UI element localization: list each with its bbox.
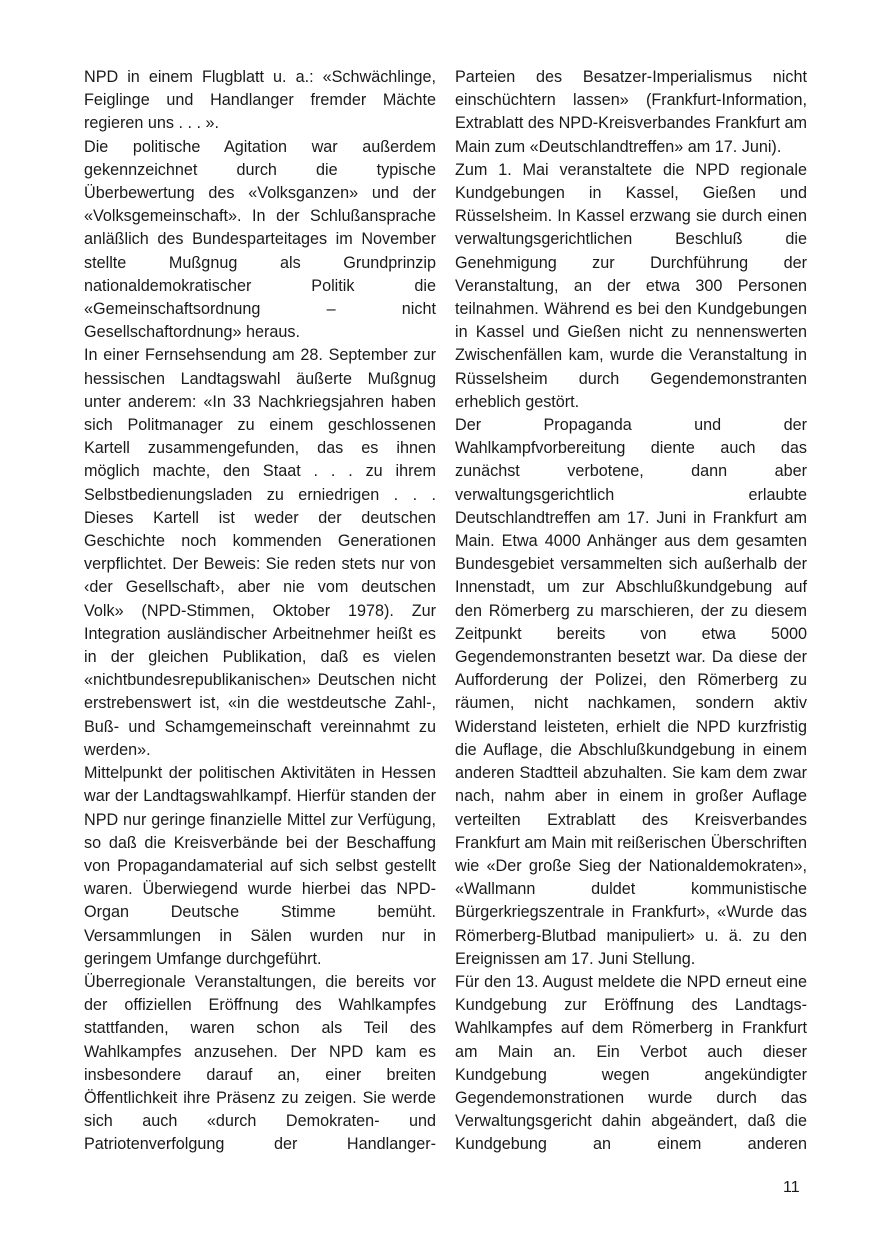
paragraph: In einer Fernsehsendung am 28. September zur hessischen Landtagswahl äußerte Mußgnug unter anderem: «In 33 Nachkriegsjahren haben sich Politmanager zu einem geschlossenen Kartell zusammengefunden, das es ihnen möglich machte, den Staat . . . zu ihrem Selbstbedienungsladen zu erniedrigen . . . Dieses Kartell ist weder der deutschen Geschichte noch kommenden Generationen verpflichtet. Der Beweis: Sie reden stets nur von ‹der Gesellschaft›, aber nie vom deutschen Volk» (NPD-Stimmen, Oktober 1978). Zur Integration ausländischer Arbeitnehmer heißt es in der gleichen Publikation, daß es vielen «nichtbundesrepublikanischen» Deutschen nicht erstrebenswert ist, «in die westdeutsche Zahl-, Buß- und Schamgemeinschaft vereinnahmt zu werden». [84,346,436,759]
paragraph: Zum 1. Mai veranstaltete die NPD regionale Kundgebungen in Kassel, Gießen und Rüsselsheim. In Kassel erzwang sie durch einen verwaltungsgerichtlichen Beschluß die Genehmigung zur Durchführung der Veranstaltung, an der etwa 300 Personen teilnahmen. Während es bei den Kundgebungen in Kassel und Gießen nicht zu nennenswerten Zwischenfällen kam, wurde die Veranstaltung in Rüsselsheim durch Gegendemonstranten erheblich gestört. [455,160,807,411]
page-number: 11 [783,1179,800,1196]
paragraph: Mittelpunkt der politischen Aktivitäten in Hessen war der Landtagswahlkampf. Hierfür standen der NPD nur geringe finanzielle Mittel zur Verfügung, so daß die Kreisverbände bei der Beschaffung von Propagandamaterial auf sich selbst gestellt waren. Überwiegend wurde hierbei das NPD-Organ Deutsche Stimme bemüht. Versammlungen in Sälen wurden nur in geringem Umfange durchgeführt. [84,764,436,968]
paragraph: Überregionale Veranstaltungen, die bereits vor der offiziellen Eröffnung des Wahlkampfes stattfanden, waren schon als Teil des Wahlkampfes anzusehen. Der NPD kam es insbesondere darauf an, einer breiten Öffentlichkeit ihre Präsenz zu zeigen. Sie werde sich auch «durch Demokraten- und Patriotenverfolgung der Handlanger- [84,972,436,1154]
paragraph: Parteien des Besatzer-Imperialismus nicht einschüchtern lassen» (Frankfurt-Information, Extrablatt des NPD-Kreisverbandes Frankfurt am Main zum «Deutschlandtreffen» am 17. Juni). [455,68,807,156]
paragraph: Für den 13. August meldete die NPD erneut eine Kundgebung zur Eröffnung des Landtags-Wahlkampfes auf dem Römerberg in Frankfurt am Main an. Ein Verbot auch dieser Kundgebung wegen angekündigter Gegendemonstrationen wurde durch das Verwaltungsgericht dahin abgeändert, daß die Kundgebung an einem anderen [455,972,807,1154]
right-text-column [455,66,807,1157]
left-text-column [84,66,436,1157]
paragraph: Die politische Agitation war außerdem gekennzeichnet durch die typische Überbewertung des «Volksganzen» und der «Volksgemeinschaft». In der Schlußansprache anläßlich des Bundesparteitages im November stellte Mußgnug als Grundprinzip nationaldemokratischer Politik die «Gemeinschaftsordnung – nicht Gesellschaftordnung» heraus. [84,137,436,342]
paragraph: NPD in einem Flugblatt u. a.: «Schwächlinge, Feiglinge und Handlanger fremder Mächte regieren uns . . . ». [84,68,436,133]
paragraph: Der Propaganda und der Wahlkampfvorbereitung diente auch das zunächst verbotene, dann aber verwaltungsgerichtlich erlaubte Deutschlandtreffen am 17. Juni in Frankfurt am Main. Etwa 4000 Anhänger aus dem gesamten Bundesgebiet versammelten sich außerhalb der Innenstadt, um zur Abschlußkundgebung auf den Römerberg zu marschieren, der zu diesem Zeitpunkt bereits von etwa 5000 Gegendemonstranten besetzt war. Da diese der Aufforderung der Polizei, den Römerberg zu räumen, nicht nachkamen, sondern aktiv Widerstand leisteten, erhielt die NPD kurzfristig die Auflage, die Abschlußkundgebung in einem anderen Stadtteil abzuhalten. Sie kam dem zwar nach, nahm aber in einem in großer Auflage verteilten Extrablatt des Kreisverbandes Frankfurt am Main mit reißerischen Überschriften wie «Der große Sieg der Nationaldemokraten», «Wallmann duldet kommunistische Bürgerkriegszentrale in Frankfurt», «Wurde das Römerberg-Blutbad manipuliert» u. ä. zu den Ereignissen am 17. Juni Stellung. [455,416,807,968]
